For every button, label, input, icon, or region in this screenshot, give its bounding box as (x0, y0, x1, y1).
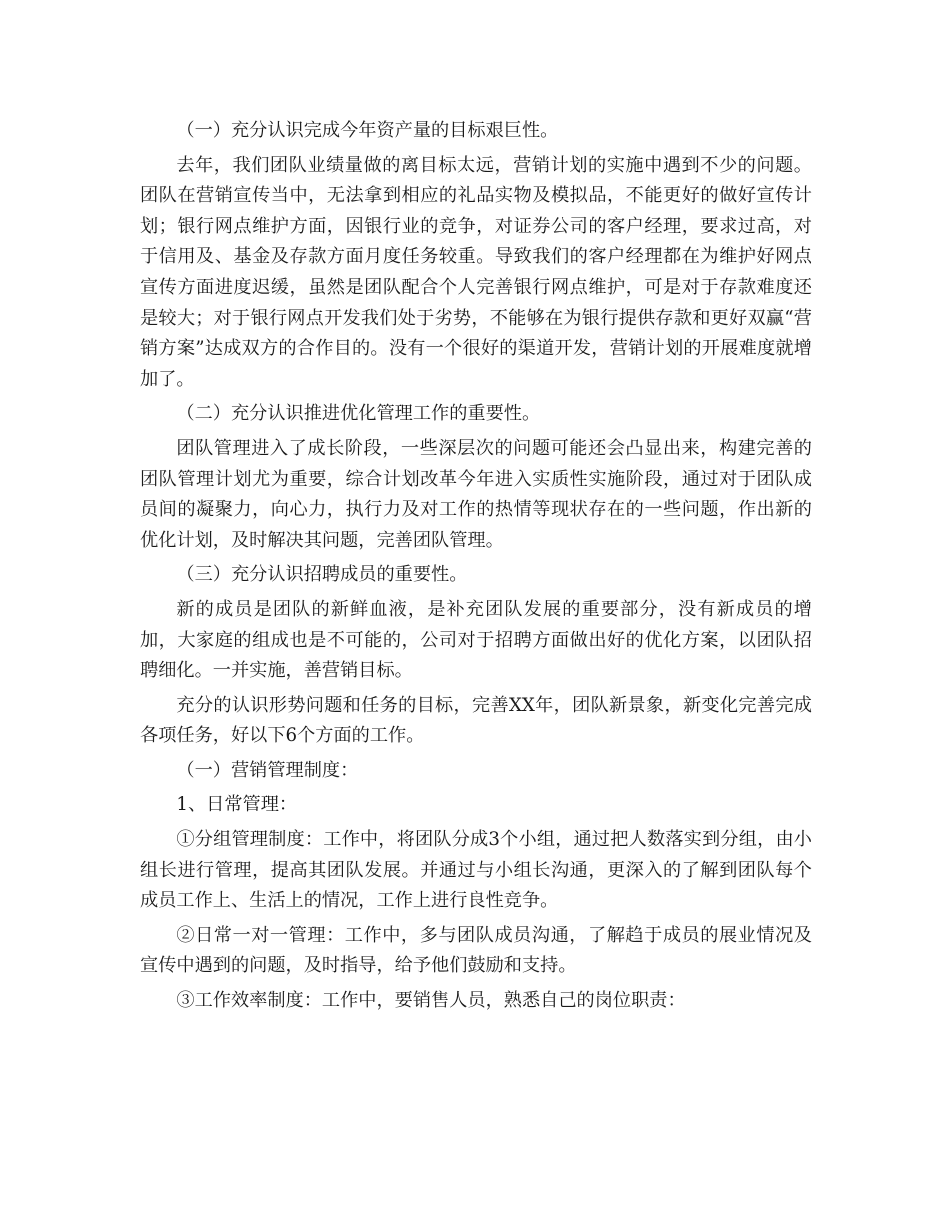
list-item-group-management: ①分组管理制度：工作中，将团队分成3个小组，通过把人数落实到分组，由小组长进行管理，提高其团队发展。并通过与小组长沟通，更深入的了解到团队每个成员工作上、生活上的情况，工作上进行良性竞争。 (140, 829, 812, 912)
subsection-heading-daily: 1、日常管理： (176, 794, 298, 816)
heading-paragraph-1: （一）充分认识完成今年资产量的目标艰巨性。 (176, 120, 559, 141)
body-paragraph-1: 去年，我们团队业绩量做的离目标太远，营销计划的实施中遇到不少的问题。团队在营销宣传当中，无法拿到相应的礼品实物及模拟品，不能更好的做好宣传计划；银行网点维护方面，因银行业的竞争，对证券公司的客户经理，要求过高，对于信用及、基金及存款方面月度任务较重。导致我们的客户经理都在为维护好网点宣传方面进度迟缓，虽然是团队配合个人完善银行网点维护，可是对于存款难度还是较大；对于银行网点开发我们处于劣势，不能够在为银行提供存款和更好双赢“营销方案”达成双方的合作目的。没有一个很好的渠道开发，营销计划的开展难度就增加了。 (140, 154, 812, 390)
heading-paragraph-3: （三）充分认识招聘成员的重要性。 (176, 564, 468, 586)
body-paragraph-4: 充分的认识形势问题和任务的目标，完善XX年，团队新景象，新变化完善完成各项任务，好以下6个方面的工作。 (140, 694, 812, 747)
section-heading-marketing: （一）营销管理制度： (176, 759, 359, 781)
body-paragraph-2: 团队管理进入了成长阶段，一些深层次的问题可能还会凸显出来，构建完善的团队管理计划尤为重要，综合计划改革今年进入实质性实施阶段，通过对于团队成员间的凝聚力，向心力，执行力及对工作的热情等现状存在的一些问题，作出新的优化计划，及时解决其问题，完善团队管理。 (140, 437, 812, 551)
list-item-one-on-one: ②日常一对一管理：工作中，多与团队成员沟通，了解趋于成员的展业情况及宣传中遇到的问题，及时指导，给予他们鼓励和支持。 (140, 924, 812, 977)
list-item-efficiency: ③工作效率制度：工作中，要销售人员，熟悉自己的岗位职责： (176, 990, 686, 1012)
body-paragraph-3: 新的成员是团队的新鲜血液，是补充团队发展的重要部分，没有新成员的增加，大家庭的组成也是不可能的，公司对于招聘方面做出好的优化方案，以团队招聘细化。一并实施，善营销目标。 (140, 598, 812, 682)
heading-paragraph-2: （二）充分认识推进优化管理工作的重要性。 (176, 403, 541, 425)
document-body (140, 116, 812, 1021)
